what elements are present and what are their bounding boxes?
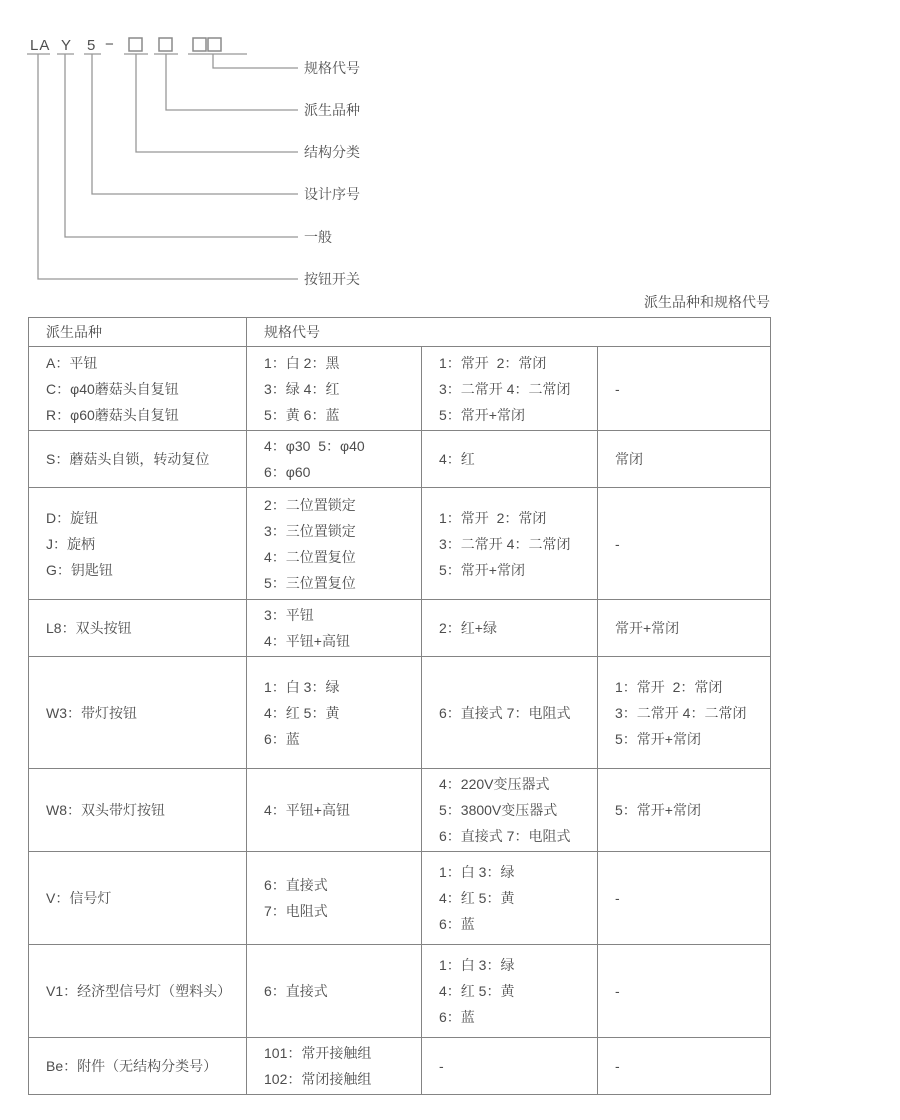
cell-text-line: 4：二位置复位 [264,548,356,565]
model-code-diagram [0,0,900,292]
cell-text-line: 4：红 5：黄 [264,704,340,721]
cell-text-line: D：旋钮 [46,509,99,526]
cell-text-line: 1：白 3：绿 [264,678,340,695]
cell-text-line: Be：附件（无结构分类号） [46,1058,218,1074]
cell-text-line: 2：二位置锁定 [264,496,356,513]
cell-spec1 [247,347,422,431]
cell-text-line: 6：蓝 [439,1009,475,1025]
callout-line-switch [38,54,298,279]
cell-variety [29,852,247,945]
code-boxes [129,38,221,51]
cell-spec1 [247,431,422,488]
cell-text-line: 4：红 5：黄 [439,983,515,999]
cell-text-line: 5：常开+常闭 [439,406,525,423]
table-row-v1 [29,945,771,1038]
cell-text-line: V：信号灯 [46,890,112,906]
cell-text-line: 6：蓝 [264,730,300,747]
cell-spec2 [422,431,598,488]
cell-spec3 [598,1038,771,1095]
cell-text-line: 3：二常开 4：二常闭 [439,380,571,397]
cell-text-line: A：平钮 [46,354,98,371]
spec-box-1 [193,38,206,51]
cell-text-line: W8：双头带灯按钮 [46,802,165,818]
cell-spec1 [247,1038,422,1095]
cell-text-line: 4：红 5：黄 [439,890,515,906]
table-row-l8 [29,600,771,657]
cell-text-line: J：旋柄 [46,535,95,552]
cell-text-line: 4：220V变压器式 [439,776,550,792]
cell-variety [29,600,247,657]
cell-variety [29,1038,247,1095]
cell-text-line: 3：绿 4：红 [264,380,340,397]
header-variety: 派生品种 [29,318,247,347]
cell-text-line: 1：白 3：绿 [439,864,515,880]
cell-spec2 [422,1038,598,1095]
table-row-w3 [29,657,771,769]
cell-text-line: 4：φ30 5：φ40 [264,438,365,454]
cell-text-line: 4：红 [439,451,475,467]
cell-text-line: 3：三位置锁定 [264,522,356,539]
cell-text-line: - [439,1058,444,1074]
callout-label-variety: 派生品种 [304,102,360,118]
structure-box [129,38,142,51]
cell-spec2 [422,769,598,852]
cell-text-line: 3：二常开 4：二常闭 [439,535,571,552]
cell-text-line: 2：红+绿 [439,620,497,636]
cell-text-line: 1：常开 2：常闭 [615,678,723,695]
callout-label-design: 设计序号 [304,186,360,202]
code-dash: − [105,36,115,53]
callout-label-general: 一般 [304,229,332,245]
cell-text-line: 3：二常开 4：二常闭 [615,704,747,721]
cell-variety [29,769,247,852]
cell-spec2 [422,488,598,600]
cell-text-line: 4：平钮+高钮 [264,633,350,649]
table-row-djg [29,488,771,600]
callout-line-variety [166,54,298,110]
cell-spec2 [422,852,598,945]
table-row-v [29,852,771,945]
cell-text-line: 4：平钮+高钮 [264,802,350,818]
cell-text-line: 常开+常闭 [615,620,680,636]
table-row-s [29,431,771,488]
code-design-no: 5 [87,37,97,54]
cell-text-line: S：蘑菇头自锁，转动复位 [46,451,210,467]
cell-variety [29,488,247,600]
cell-variety [29,347,247,431]
table-row-acr [29,347,771,431]
cell-spec3 [598,431,771,488]
cell-spec3 [598,347,771,431]
cell-spec1 [247,945,422,1038]
cell-spec2 [422,945,598,1038]
cell-text-line: 3：平钮 [264,607,314,623]
table-row-w8 [29,769,771,852]
callout-label-switch: 按钮开关 [304,271,360,287]
cell-text-line: 102：常闭接触组 [264,1071,372,1087]
cell-text-line: 1：白 2：黑 [264,354,340,371]
cell-text-line: 5：常开+常闭 [615,802,701,818]
cell-text-line: 1：常开 2：常闭 [439,354,547,371]
cell-text-line: 6：直接式 [264,877,328,893]
cell-variety [29,945,247,1038]
cell-text-line: 1：常开 2：常闭 [439,509,547,526]
cell-text-line: L8：双头按钮 [46,620,132,636]
cell-text-line: 5：常开+常闭 [615,730,701,747]
cell-text-line: - [615,983,620,999]
cell-text-line: - [615,890,620,906]
cell-spec3 [598,488,771,600]
cell-text-line: 常闭 [615,451,643,467]
variety-box [159,38,172,51]
cell-text-line: V1：经济型信号灯（塑料头） [46,983,232,999]
cell-text-line: 6：直接式 7：电阻式 [439,704,571,721]
cell-spec2 [422,600,598,657]
callout-label-spec-code: 规格代号 [304,60,360,76]
callout-line-design [92,54,298,194]
cell-text-line: 6：蓝 [439,916,475,932]
cell-spec1 [247,769,422,852]
cell-spec1 [247,852,422,945]
cell-spec3 [598,769,771,852]
cell-spec1 [247,657,422,769]
cell-text-line: - [615,1058,620,1074]
callout-lines [38,54,298,279]
cell-text-line: 5：3800V变压器式 [439,802,558,818]
spec-box-2 [208,38,221,51]
cell-text-line: 6：φ60 [264,464,311,480]
cell-text-line: 5：黄 6：蓝 [264,406,340,423]
code-series: LA [30,37,51,54]
cell-text-line: - [615,535,620,552]
header-spec-code: 规格代号 [247,318,771,347]
cell-text-line: 101：常开接触组 [264,1045,372,1061]
cell-text-line: 7：电阻式 [264,903,328,919]
cell-text-line: - [615,380,620,397]
cell-text-line: 6：直接式 [264,983,328,999]
spec-table [28,317,771,1095]
cell-spec1 [247,600,422,657]
callout-label-structure: 结构分类 [304,144,360,160]
callout-line-spec-code [213,54,298,68]
callout-line-structure [136,54,298,152]
cell-spec3 [598,657,771,769]
cell-text-line: 6：直接式 7：电阻式 [439,828,571,844]
table-title: 派生品种和规格代号 [644,294,770,310]
cell-text-line: W3：带灯按钮 [46,704,137,721]
cell-text-line: 5：三位置复位 [264,574,356,591]
cell-text-line: 5：常开+常闭 [439,561,525,578]
header-row [29,318,771,347]
cell-text-line: C：φ40蘑菇头自复钮 [46,380,179,397]
cell-spec3 [598,852,771,945]
cell-spec3 [598,600,771,657]
cell-text-line: R：φ60蘑菇头自复钮 [46,406,179,423]
cell-text-line: G：钥匙钮 [46,561,113,578]
cell-text-line: 1：白 3：绿 [439,957,515,973]
cell-variety [29,431,247,488]
callout-line-general [65,54,298,237]
table-row-be [29,1038,771,1095]
cell-variety [29,657,247,769]
cell-spec1 [247,488,422,600]
cell-spec2 [422,347,598,431]
cell-spec3 [598,945,771,1038]
code-general: Y [61,37,73,54]
cell-spec2 [422,657,598,769]
